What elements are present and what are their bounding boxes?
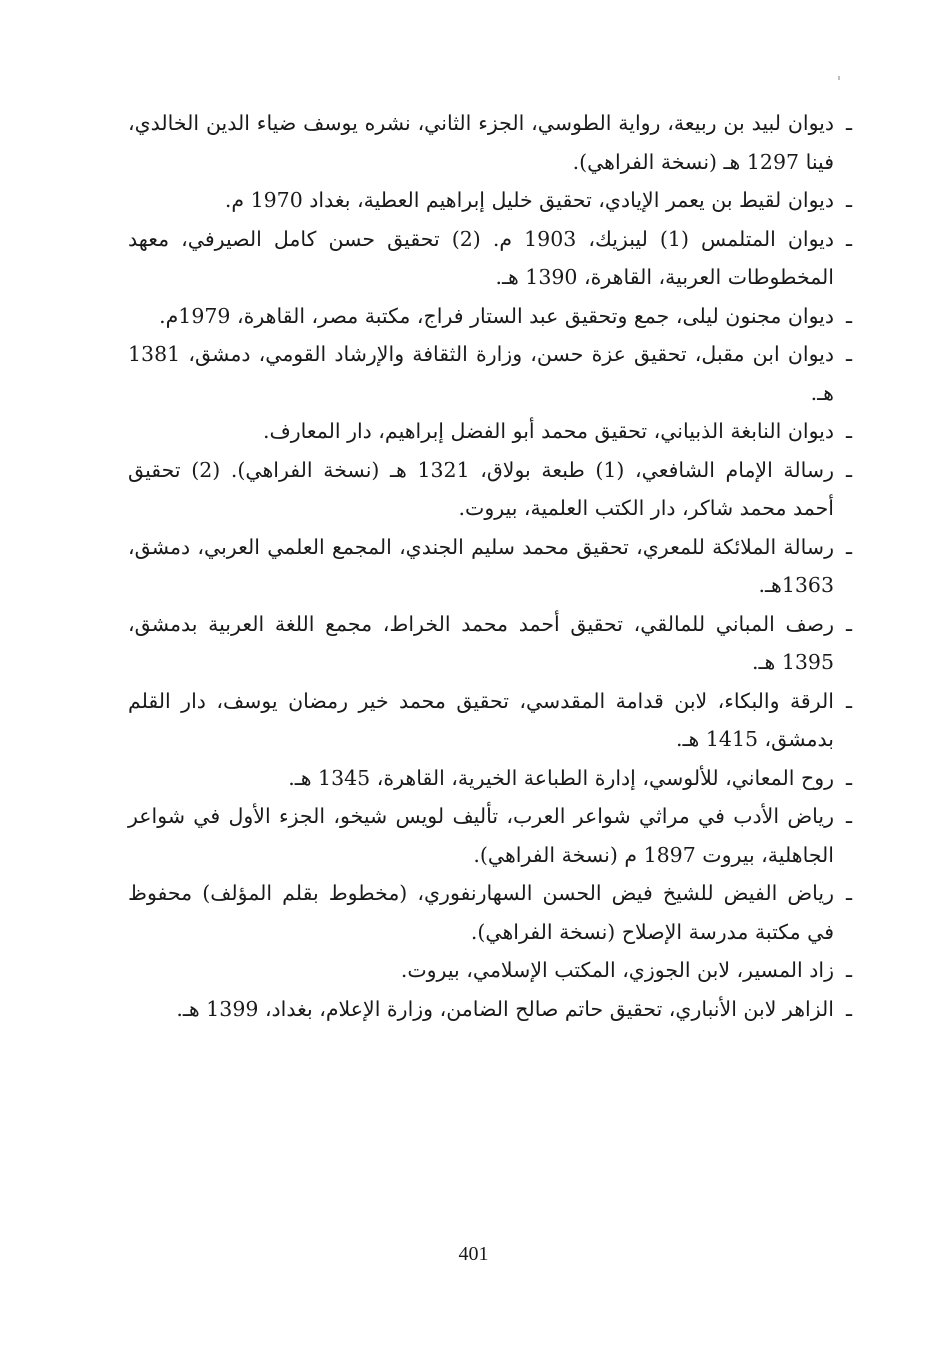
page-number: 401 — [458, 1243, 489, 1265]
entry-marker: ـ — [845, 342, 852, 366]
bibliography-list — [128, 104, 852, 1028]
bibliography-entry — [128, 297, 852, 336]
entry-marker: ـ — [845, 111, 852, 135]
bibliography-entry — [128, 605, 852, 682]
entry-marker: ـ — [845, 765, 852, 790]
entry-marker: ـ — [845, 303, 852, 328]
entry-text: رصف المباني للمالقي، تحقيق أحمد محمد الخراط، مجمع اللغة العربية بدمشق، 1395 هـ. — [128, 611, 834, 674]
entry-text: ديوان المتلمس (1) ليبزيك، 1903 م. (2) تحقيق حسن كامل الصيرفي، معهد المخطوطات العربية، القاهرة، 1390 هـ. — [128, 226, 835, 289]
entry-marker: ـ — [845, 958, 852, 982]
bibliography-entry — [128, 874, 852, 951]
scan-speck — [838, 76, 840, 80]
entry-marker: ـ — [845, 419, 852, 443]
entry-marker: ـ — [845, 804, 852, 828]
entry-marker: ـ — [845, 534, 852, 559]
entry-text: ديوان لقيط بن يعمر الإيادي، تحقيق خليل إبراهيم العطية، بغداد 1970 م. — [224, 188, 834, 212]
entry-text: رسالة الملائكة للمعري، تحقيق محمد سليم الجندي، المجمع العلمي العربي، دمشق، 1363هـ. — [128, 534, 834, 597]
entry-marker: ـ — [845, 996, 852, 1021]
entry-text: ديوان مجنون ليلى، جمع وتحقيق عبد الستار فراج، مكتبة مصر، القاهرة، 1979م. — [159, 303, 834, 328]
bibliography-entry — [128, 990, 852, 1029]
bibliography-entry — [128, 220, 852, 297]
entry-text: ديوان لبيد بن ربيعة، رواية الطوسي، الجزء الثاني، نشره يوسف ضياء الدين الخالدي، فينا 1297 هـ (نسخة الفراهي). — [128, 111, 834, 174]
entry-marker: ـ — [845, 188, 852, 212]
entry-marker: ـ — [845, 457, 852, 482]
bibliography-entry — [128, 412, 852, 451]
entry-text: زاد المسير، لابن الجوزي، المكتب الإسلامي، بيروت. — [400, 958, 834, 982]
bibliography-entry — [128, 335, 852, 412]
entry-marker: ـ — [845, 226, 852, 251]
bibliography-entry — [128, 951, 852, 990]
bibliography-entry — [128, 104, 852, 181]
entry-text: الزاهر لابن الأنباري، تحقيق حاتم صالح الضامن، وزارة الإعلام، بغداد، 1399 هـ. — [176, 996, 834, 1021]
bibliography-entry — [128, 181, 852, 220]
entry-marker: ـ — [845, 611, 852, 636]
entry-text: ديوان النابغة الذبياني، تحقيق محمد أبو الفضل إبراهيم، دار المعارف. — [262, 419, 834, 443]
bibliography-entry — [128, 759, 852, 798]
entry-text: رياض الأدب في مراثي شواعر العرب، تأليف لويس شيخو، الجزء الأول في شواعر الجاهلية، بيروت 1897 م (نسخة الفراهي). — [128, 804, 834, 867]
bibliography-entry — [128, 451, 852, 528]
entry-text: روح المعاني، للألوسي، إدارة الطباعة الخيرية، القاهرة، 1345 هـ. — [288, 765, 834, 790]
bibliography-entry — [128, 797, 852, 874]
entry-marker: ـ — [845, 688, 852, 713]
bibliography-entry — [128, 528, 852, 605]
entry-text: رسالة الإمام الشافعي، (1) طبعة بولاق، 1321 هـ (نسخة الفراهي). (2) تحقيق أحمد محمد شاكر، دار الكتب العلمية، بيروت. — [128, 457, 834, 520]
entry-text: ديوان ابن مقبل، تحقيق عزة حسن، وزارة الثقافة والإرشاد القومي، دمشق، 1381 هـ. — [128, 342, 834, 405]
entry-text: الرقة والبكاء، لابن قدامة المقدسي، تحقيق محمد خير رمضان يوسف، دار القلم بدمشق، 1415 هـ. — [128, 688, 834, 751]
entry-marker: ـ — [845, 881, 852, 905]
bibliography-entry — [128, 682, 852, 759]
entry-text: رياض الفيض للشيخ فيض الحسن السهارنفوري، (مخطوط بقلم المؤلف) محفوظ في مكتبة مدرسة الإصلاح (نسخة الفراهي). — [128, 881, 834, 944]
